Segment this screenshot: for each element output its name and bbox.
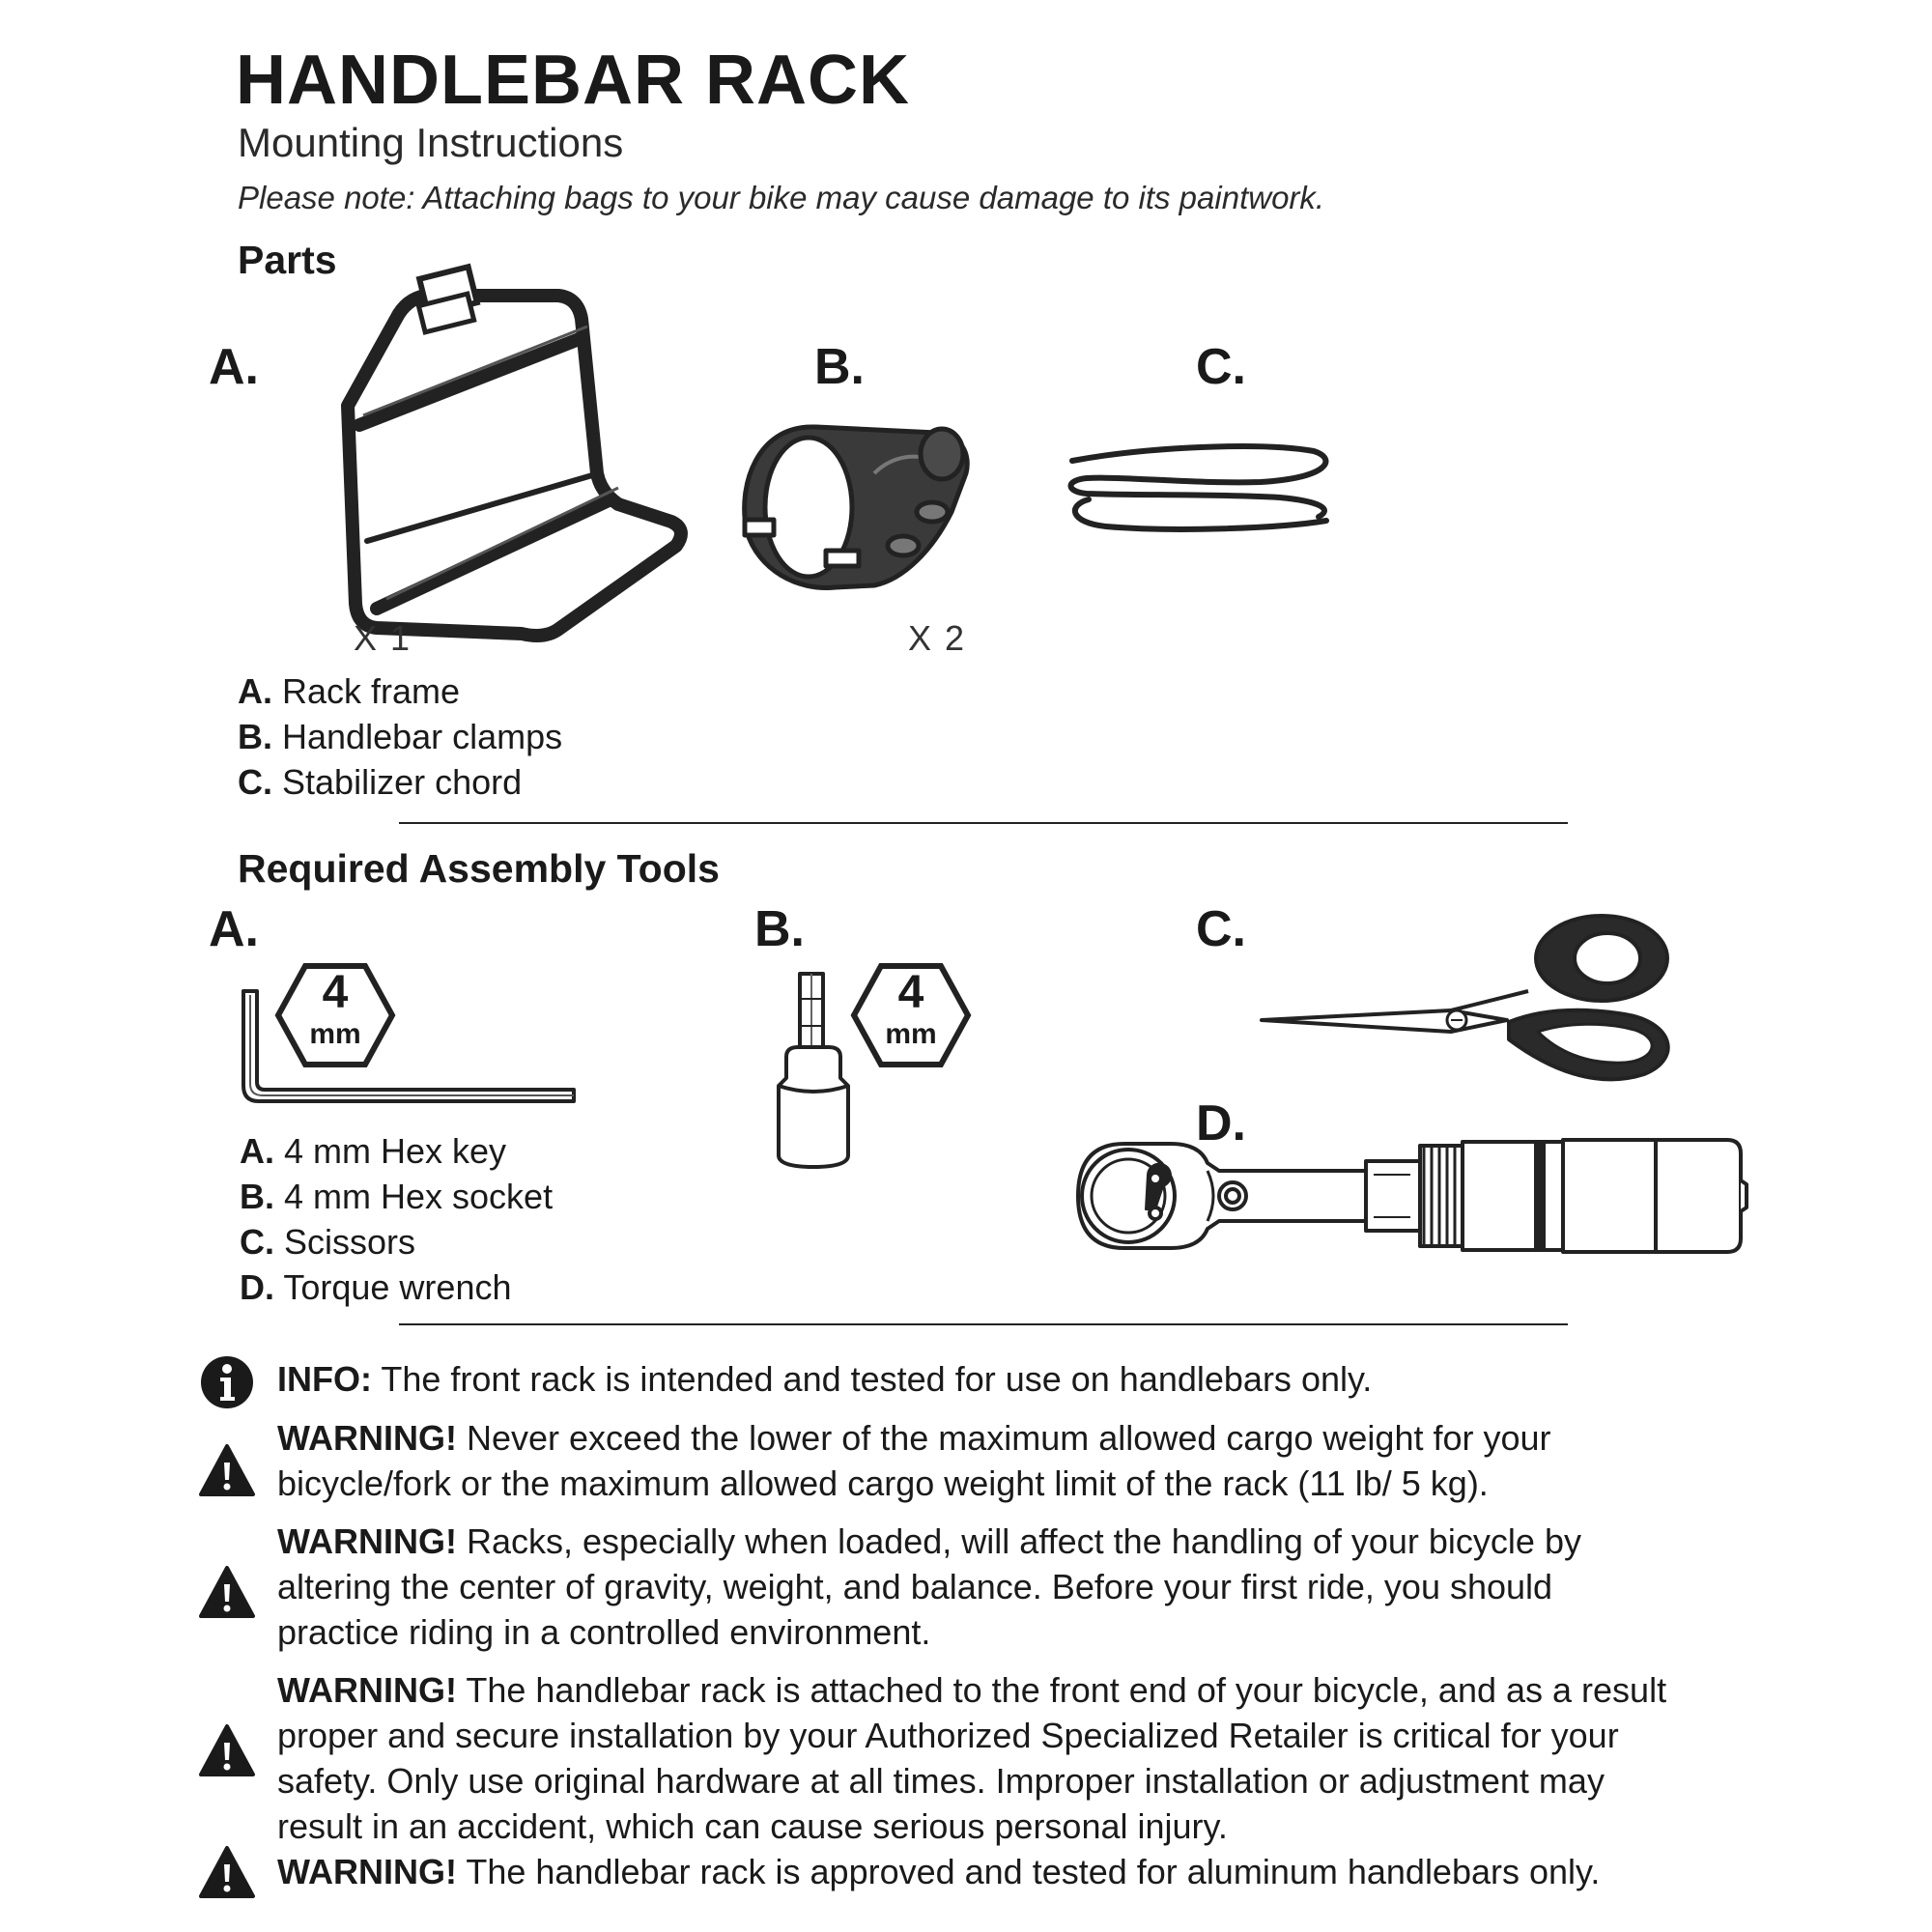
parts-heading: Parts (238, 238, 337, 282)
warning-icon (199, 1723, 255, 1779)
notice-info: INFO: The front rack is intended and tested for use on handlebars only. (277, 1359, 1373, 1399)
tool-c-letter: C. (1196, 901, 1246, 957)
legend-row: D. Torque wrench (240, 1267, 512, 1307)
section-divider (399, 1323, 1568, 1325)
parts-legend (238, 668, 562, 805)
page-subtitle: Mounting Instructions (238, 120, 624, 165)
tools-legend (240, 1128, 553, 1310)
notice-warning-installation: WARNING! The handlebar rack is attached to the front end of your bicycle, and as a result proper and secure installation by your Authorized Specialized Retailer is critical for your safety. Only use original hardware at all times. Improper installation or adjustment may result in an accident, which can cause serious personal injury. (277, 1670, 1667, 1846)
notice-warning-handling: WARNING! Racks, especially when loaded, will affect the handling of your bicycle by altering the center of gravity, weight, and balance. Before your first ride, you should practice riding in a controlled environment. (277, 1521, 1581, 1652)
part-a-letter: A. (209, 339, 259, 395)
hex-socket-icon (773, 970, 854, 1173)
part-c-letter: C. (1196, 339, 1246, 395)
part-a-quantity: X 1 (354, 618, 412, 658)
paintwork-note: Please note: Attaching bags to your bike may cause damage to its paintwork. (238, 180, 1325, 215)
rack-frame-icon (328, 280, 696, 647)
page-title: HANDLEBAR RACK (236, 42, 910, 119)
legend-row: C. Stabilizer chord (238, 762, 523, 802)
tool-b-letter: B. (754, 901, 805, 957)
info-icon (199, 1354, 255, 1410)
warning-icon (199, 1443, 255, 1499)
part-b-quantity: X 2 (908, 618, 967, 658)
handlebar-clamp-icon (739, 415, 980, 599)
torque-wrench-icon (1074, 1136, 1750, 1256)
legend-row: A. 4 mm Hex key (240, 1131, 507, 1171)
tool-a-letter: A. (209, 901, 259, 957)
stabilizer-cord-icon (1067, 440, 1338, 536)
tool-d-letter: D. (1196, 1095, 1246, 1151)
legend-row: B. 4 mm Hex socket (240, 1177, 554, 1216)
section-divider (399, 822, 1568, 824)
legend-row: B. Handlebar clamps (238, 717, 563, 756)
notice-warning-cargo: WARNING! Never exceed the lower of the maximum allowed cargo weight for your bicycle/fork or the maximum allowed cargo weight limit of the rack (11 lb/ 5 kg). (277, 1418, 1551, 1503)
legend-row: C. Scissors (240, 1222, 416, 1262)
legend-row: A. Rack frame (238, 671, 461, 711)
notice-warning-aluminum: WARNING! The handlebar rack is approved and tested for aluminum handlebars only. (277, 1852, 1601, 1891)
part-b-letter: B. (814, 339, 865, 395)
tools-heading: Required Assembly Tools (238, 846, 720, 891)
hex-size-badge-b: 4 mm (850, 962, 972, 1068)
scissors-icon (1258, 914, 1683, 1084)
hex-size-badge-a: 4 mm (274, 962, 396, 1068)
warning-icon (199, 1845, 255, 1901)
warning-icon (199, 1565, 255, 1621)
